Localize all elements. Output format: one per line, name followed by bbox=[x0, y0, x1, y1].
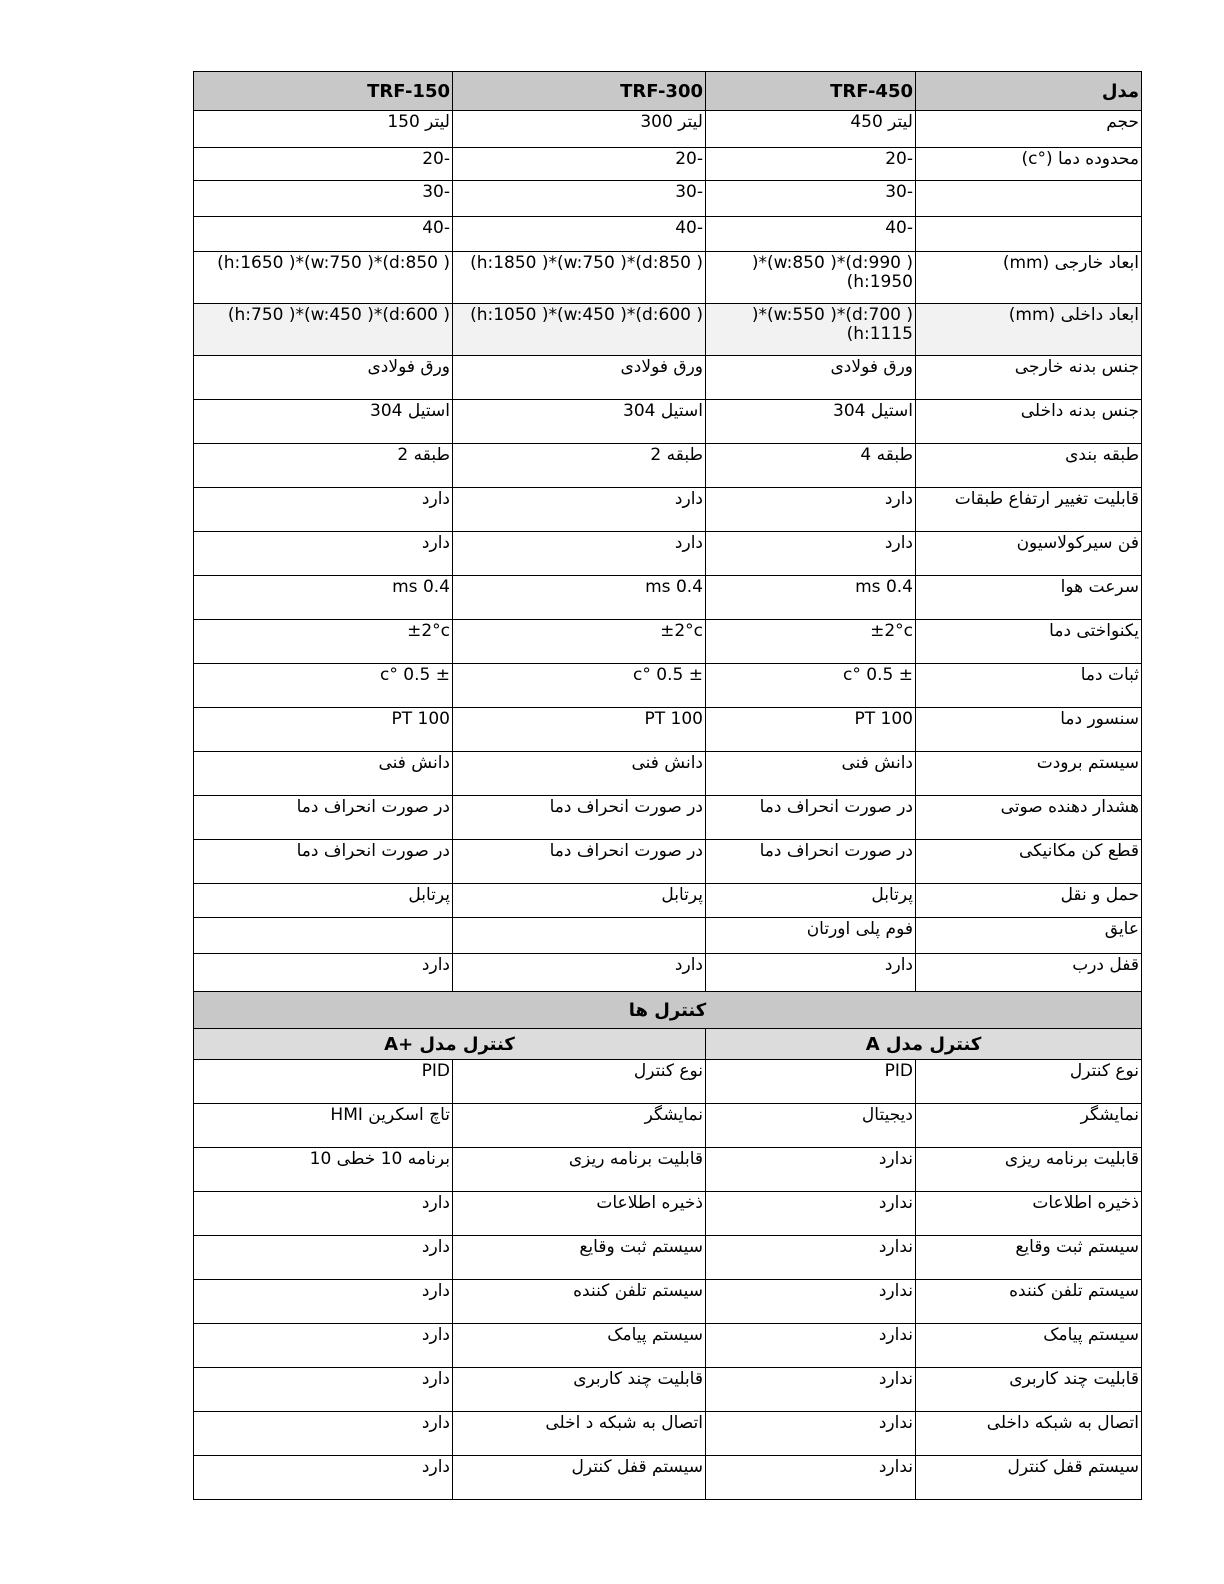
spec-value-cell: لیتر 450 bbox=[706, 111, 916, 148]
control-a-plus-value-cell: برنامه 10 خطی 10 bbox=[194, 1148, 453, 1192]
control-a-plus-label-cell: قابلیت برنامه ریزی bbox=[453, 1148, 706, 1192]
spec-row bbox=[194, 444, 1142, 488]
spec-value-cell: ورق فولادی bbox=[194, 356, 453, 400]
spec-label-cell: سنسور دما bbox=[916, 708, 1142, 752]
control-a-label-cell: نمایشگر bbox=[916, 1104, 1142, 1148]
spec-value-cell: استیل 304 bbox=[453, 400, 706, 444]
spec-value-cell: -40 bbox=[453, 217, 706, 252]
spec-label-cell: سرعت هوا bbox=[916, 576, 1142, 620]
control-a-value-cell: دیجیتال bbox=[706, 1104, 916, 1148]
control-row bbox=[194, 1412, 1142, 1456]
control-a-label-cell: سیستم قفل کنترل bbox=[916, 1456, 1142, 1500]
control-row bbox=[194, 1280, 1142, 1324]
control-a-value-cell: ندارد bbox=[706, 1236, 916, 1280]
control-a-plus-value-cell: دارد bbox=[194, 1324, 453, 1368]
spec-label-cell: قطع کن مکانیکی bbox=[916, 840, 1142, 884]
spec-row bbox=[194, 954, 1142, 992]
spec-value-cell: در صورت انحراف دما bbox=[453, 796, 706, 840]
spec-value-cell: ±2°c bbox=[706, 620, 916, 664]
control-model-a-plus-title: کنترل مدل +A bbox=[194, 1029, 706, 1060]
spec-value-cell: لیتر 150 bbox=[194, 111, 453, 148]
spec-row bbox=[194, 576, 1142, 620]
control-a-value-cell: PID bbox=[706, 1060, 916, 1104]
control-row bbox=[194, 1192, 1142, 1236]
spec-table-body bbox=[194, 72, 1142, 1500]
spec-value-cell bbox=[194, 918, 453, 954]
control-a-label-cell: سیستم تلفن کننده bbox=[916, 1280, 1142, 1324]
spec-row bbox=[194, 111, 1142, 148]
control-a-label-cell: ذخیره اطلاعات bbox=[916, 1192, 1142, 1236]
control-a-label-cell: اتصال به شبکه داخلی bbox=[916, 1412, 1142, 1456]
spec-value-cell: ± 0.5 °c bbox=[194, 664, 453, 708]
spec-row bbox=[194, 148, 1142, 181]
spec-value-cell: در صورت انحراف دما bbox=[194, 796, 453, 840]
spec-label-cell bbox=[916, 217, 1142, 252]
spec-value-cell: استیل 304 bbox=[706, 400, 916, 444]
spec-label-cell: ثبات دما bbox=[916, 664, 1142, 708]
spec-label-cell bbox=[916, 181, 1142, 217]
spec-value-cell: -30 bbox=[194, 181, 453, 217]
spec-value-cell: دارد bbox=[194, 532, 453, 576]
control-a-plus-label-cell: اتصال به شبکه د اخلی bbox=[453, 1412, 706, 1456]
spec-value-cell: PT 100 bbox=[706, 708, 916, 752]
spec-value-cell: فوم پلی اورتان bbox=[706, 918, 916, 954]
spec-label-cell: یکنواختی دما bbox=[916, 620, 1142, 664]
controls-section-row bbox=[194, 992, 1142, 1029]
control-row bbox=[194, 1324, 1142, 1368]
model-header-cell: TRF-450 bbox=[706, 72, 916, 111]
spec-row bbox=[194, 664, 1142, 708]
spec-row bbox=[194, 356, 1142, 400]
spec-value-cell: PT 100 bbox=[194, 708, 453, 752]
spec-value-cell: ±2°c bbox=[194, 620, 453, 664]
spec-value-cell: ±2°c bbox=[453, 620, 706, 664]
spec-sheet bbox=[193, 71, 1141, 1500]
spec-value-cell: ورق فولادی bbox=[453, 356, 706, 400]
spec-value-cell: طبقه 2 bbox=[453, 444, 706, 488]
control-models-row bbox=[194, 1029, 1142, 1060]
control-a-plus-label-cell: سیستم ثبت وقایع bbox=[453, 1236, 706, 1280]
control-a-plus-value-cell: دارد bbox=[194, 1192, 453, 1236]
spec-value-cell: ± 0.5 °c bbox=[453, 664, 706, 708]
spec-label-cell: هشدار دهنده صوتی bbox=[916, 796, 1142, 840]
spec-value-cell: ورق فولادی bbox=[706, 356, 916, 400]
spec-row bbox=[194, 840, 1142, 884]
spec-value-cell: دارد bbox=[453, 954, 706, 992]
control-a-plus-value-cell: دارد bbox=[194, 1236, 453, 1280]
control-row bbox=[194, 1148, 1142, 1192]
spec-value-cell: دارد bbox=[194, 954, 453, 992]
control-a-value-cell: ندارد bbox=[706, 1192, 916, 1236]
control-row bbox=[194, 1236, 1142, 1280]
spec-value-cell: طبقه 2 bbox=[194, 444, 453, 488]
control-a-plus-label-cell: ذخیره اطلاعات bbox=[453, 1192, 706, 1236]
spec-value-cell: پرتابل bbox=[453, 884, 706, 918]
spec-row bbox=[194, 181, 1142, 217]
spec-row bbox=[194, 884, 1142, 918]
spec-label-cell: حمل و نقل bbox=[916, 884, 1142, 918]
spec-value-cell: دانش فنی bbox=[706, 752, 916, 796]
spec-value-cell bbox=[453, 918, 706, 954]
control-a-label-cell: سیستم ثبت وقایع bbox=[916, 1236, 1142, 1280]
control-a-plus-value-cell: دارد bbox=[194, 1412, 453, 1456]
control-row bbox=[194, 1104, 1142, 1148]
spec-value-cell: 0.4 ms bbox=[706, 576, 916, 620]
spec-value-cell: PT 100 bbox=[453, 708, 706, 752]
spec-value-cell: در صورت انحراف دما bbox=[706, 840, 916, 884]
spec-row bbox=[194, 796, 1142, 840]
spec-value-cell: پرتابل bbox=[706, 884, 916, 918]
spec-row bbox=[194, 252, 1142, 304]
control-row bbox=[194, 1456, 1142, 1500]
header-label-cell: مدل bbox=[916, 72, 1142, 111]
spec-value-cell: -20 bbox=[453, 148, 706, 181]
control-a-plus-label-cell: قابلیت چند کاربری bbox=[453, 1368, 706, 1412]
spec-row bbox=[194, 400, 1142, 444]
control-model-a-title: کنترل مدل A bbox=[706, 1029, 1142, 1060]
control-a-plus-value-cell: تاچ اسکرین HMI bbox=[194, 1104, 453, 1148]
control-a-value-cell: ندارد bbox=[706, 1456, 916, 1500]
spec-value-cell: -30 bbox=[706, 181, 916, 217]
spec-table bbox=[193, 71, 1142, 1500]
spec-value-cell: طبقه 4 bbox=[706, 444, 916, 488]
control-a-label-cell: قابلیت برنامه ریزی bbox=[916, 1148, 1142, 1192]
spec-row bbox=[194, 752, 1142, 796]
spec-value-cell: 0.4 ms bbox=[453, 576, 706, 620]
spec-value-cell: لیتر 300 bbox=[453, 111, 706, 148]
spec-value-cell: دارد bbox=[706, 954, 916, 992]
spec-value-cell: 0.4 ms bbox=[194, 576, 453, 620]
spec-value-cell: دارد bbox=[453, 488, 706, 532]
spec-value-cell: در صورت انحراف دما bbox=[453, 840, 706, 884]
spec-value-cell: ( d:990)*( w:850)*( h:1950) bbox=[706, 252, 916, 304]
spec-label-cell: فن سیرکولاسیون bbox=[916, 532, 1142, 576]
spec-row bbox=[194, 217, 1142, 252]
control-a-plus-label-cell: نمایشگر bbox=[453, 1104, 706, 1148]
control-a-plus-label-cell: سیستم قفل کنترل bbox=[453, 1456, 706, 1500]
control-a-value-cell: ندارد bbox=[706, 1280, 916, 1324]
spec-value-cell: ( d:700)*( w:550)*( h:1115) bbox=[706, 304, 916, 356]
spec-label-cell: قفل درب bbox=[916, 954, 1142, 992]
spec-row bbox=[194, 918, 1142, 954]
controls-section-title: کنترل ها bbox=[194, 992, 1142, 1029]
spec-row bbox=[194, 532, 1142, 576]
control-a-value-cell: ندارد bbox=[706, 1148, 916, 1192]
spec-value-cell: -20 bbox=[194, 148, 453, 181]
control-a-value-cell: ندارد bbox=[706, 1324, 916, 1368]
spec-label-cell: جنس بدنه داخلی bbox=[916, 400, 1142, 444]
spec-value-cell: دانش فنی bbox=[194, 752, 453, 796]
control-a-plus-value-cell: دارد bbox=[194, 1280, 453, 1324]
spec-value-cell: ( d:600)*( w:450)*( h:1050) bbox=[453, 304, 706, 356]
control-a-label-cell: سیستم پیامک bbox=[916, 1324, 1142, 1368]
spec-label-cell: محدوده دما (°c) bbox=[916, 148, 1142, 181]
spec-label-cell: حجم bbox=[916, 111, 1142, 148]
control-a-value-cell: ندارد bbox=[706, 1368, 916, 1412]
spec-value-cell: دارد bbox=[453, 532, 706, 576]
spec-label-cell: جنس بدنه خارجی bbox=[916, 356, 1142, 400]
spec-label-cell: ابعاد خارجی (mm) bbox=[916, 252, 1142, 304]
spec-value-cell: ( d:850)*( w:750)*( h:1650) bbox=[194, 252, 453, 304]
spec-value-cell: ( d:850)*( w:750)*( h:1850) bbox=[453, 252, 706, 304]
control-a-plus-label-cell: نوع کنترل bbox=[453, 1060, 706, 1104]
spec-value-cell: -40 bbox=[194, 217, 453, 252]
spec-value-cell: در صورت انحراف دما bbox=[194, 840, 453, 884]
spec-label-cell: قابلیت تغییر ارتفاع طبقات bbox=[916, 488, 1142, 532]
spec-value-cell: -20 bbox=[706, 148, 916, 181]
control-a-plus-label-cell: سیستم پیامک bbox=[453, 1324, 706, 1368]
spec-label-cell: عایق bbox=[916, 918, 1142, 954]
model-header-cell: TRF-300 bbox=[453, 72, 706, 111]
control-a-plus-label-cell: سیستم تلفن کننده bbox=[453, 1280, 706, 1324]
spec-value-cell: دارد bbox=[706, 488, 916, 532]
control-a-label-cell: قابلیت چند کاربری bbox=[916, 1368, 1142, 1412]
control-a-plus-value-cell: دارد bbox=[194, 1456, 453, 1500]
control-a-label-cell: نوع کنترل bbox=[916, 1060, 1142, 1104]
spec-row bbox=[194, 620, 1142, 664]
spec-label-cell: ابعاد داخلی (mm) bbox=[916, 304, 1142, 356]
spec-value-cell: در صورت انحراف دما bbox=[706, 796, 916, 840]
spec-row bbox=[194, 488, 1142, 532]
spec-value-cell: دارد bbox=[706, 532, 916, 576]
control-row bbox=[194, 1368, 1142, 1412]
spec-row bbox=[194, 708, 1142, 752]
control-a-plus-value-cell: PID bbox=[194, 1060, 453, 1104]
spec-value-cell: دارد bbox=[194, 488, 453, 532]
spec-value-cell: -30 bbox=[453, 181, 706, 217]
control-row bbox=[194, 1060, 1142, 1104]
spec-value-cell: دانش فنی bbox=[453, 752, 706, 796]
spec-value-cell: پرتابل bbox=[194, 884, 453, 918]
spec-row bbox=[194, 304, 1142, 356]
spec-label-cell: سیستم برودت bbox=[916, 752, 1142, 796]
spec-value-cell: ( d:600)*( w:450)*( h:750) bbox=[194, 304, 453, 356]
spec-value-cell: استیل 304 bbox=[194, 400, 453, 444]
model-header-cell: TRF-150 bbox=[194, 72, 453, 111]
model-header-row bbox=[194, 72, 1142, 111]
spec-label-cell: طبقه بندی bbox=[916, 444, 1142, 488]
spec-value-cell: ± 0.5 °c bbox=[706, 664, 916, 708]
control-a-plus-value-cell: دارد bbox=[194, 1368, 453, 1412]
control-a-value-cell: ندارد bbox=[706, 1412, 916, 1456]
spec-value-cell: -40 bbox=[706, 217, 916, 252]
